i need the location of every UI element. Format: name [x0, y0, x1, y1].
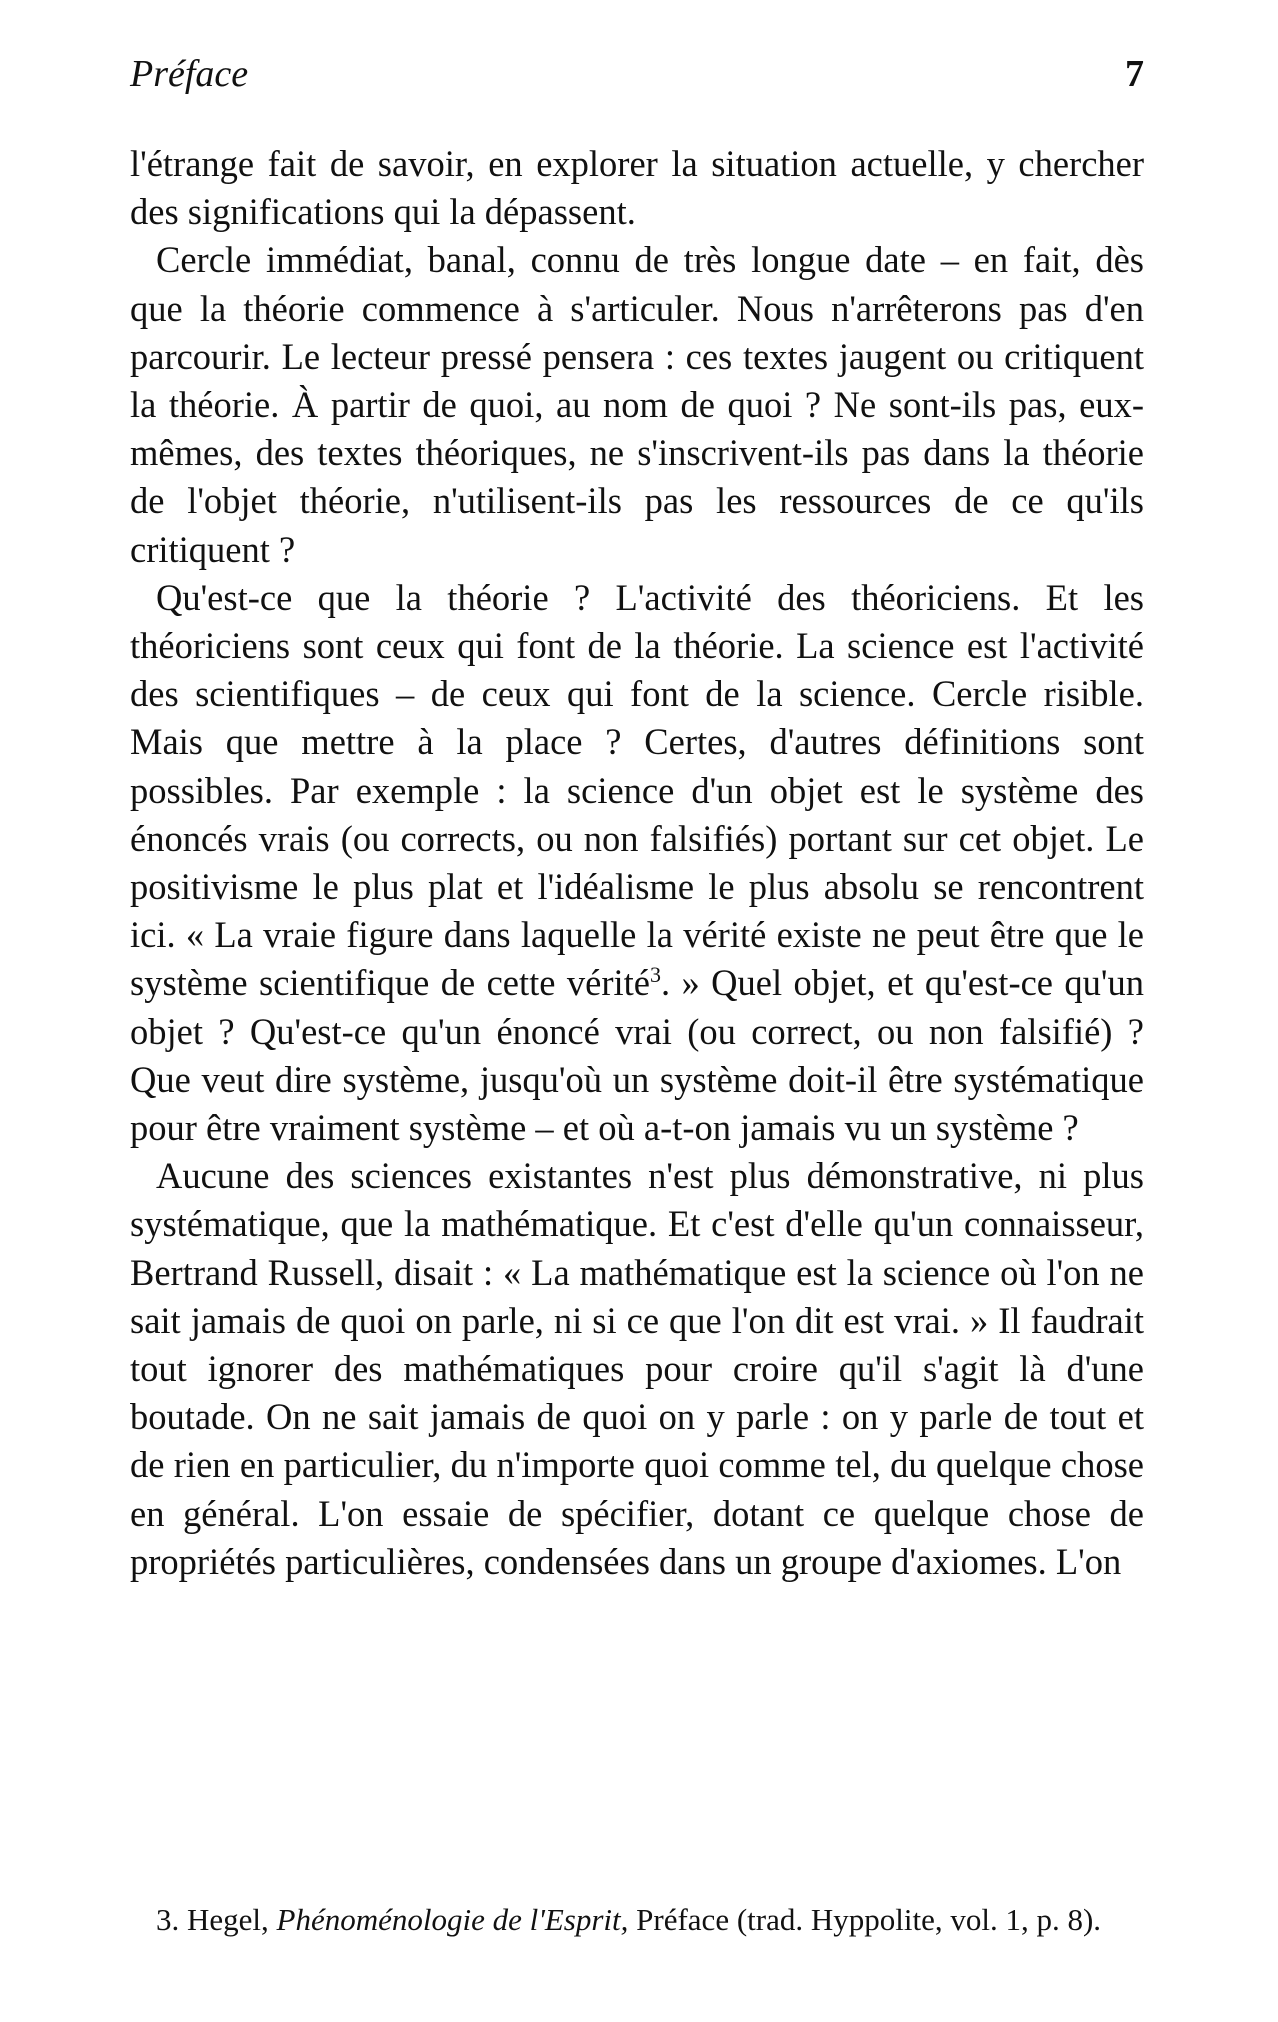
- footnote-author: Hegel,: [187, 1902, 269, 1937]
- footnote-reference: 3: [649, 962, 661, 988]
- page: [130, 52, 1144, 1586]
- page-number: 7: [1125, 53, 1144, 95]
- running-head: [130, 52, 1144, 110]
- paragraph: l'étrange fait de savoir, en explorer la situation actuelle, y chercher des significations qui la dépassent.: [130, 143, 1144, 233]
- paragraph-text: . » Quel objet, et qu'est-ce qu'un objet ? Qu'est-ce qu'un énoncé vrai (ou correct, ou non falsifié) ? Que veut dire système, jusqu'où un système doit-il être systématique pour être vraiment système – et où a-t-on jamais vu un système ?: [130, 962, 1144, 1149]
- footnote-details: Préface (trad. Hyppolite, vol. 1, p. 8).: [636, 1902, 1102, 1937]
- footnote-number: 3.: [156, 1902, 180, 1937]
- footnote-title: Phénoménologie de l'Esprit,: [276, 1902, 629, 1937]
- footnote-text: [130, 1900, 1144, 1940]
- paragraph-text: Qu'est-ce que la théorie ? L'activité des théoriciens. Et les théoriciens sont ceux qui font de la théorie. La science est l'activité des scientifiques – de ceux qui font de la science. Cercle risible. Mais que mettre à la place ? Certes, d'autres définitions sont possibles. Par exemple : la science d'un objet est le système des énoncés vrais (ou corrects, ou non falsifiés) portant sur cet objet. Le positivisme le plus plat et l'idéalisme le plus absolu se rencontrent ici. « La vraie figure dans laquelle la vérité existe ne peut être que le système scientifique de cette vérité: [130, 576, 1144, 1004]
- footnote: [130, 1900, 1144, 1940]
- running-title: Préface: [130, 53, 249, 95]
- body-text: [130, 140, 1144, 1586]
- paragraph: [130, 574, 1144, 1152]
- paragraph: Aucune des sciences existantes n'est plus démonstrative, ni plus systématique, que la mathématique. Et c'est d'elle qu'un connaisseur, Bertrand Russell, disait : « La mathématique est la science où l'on ne sait jamais de quoi on parle, ni si ce que l'on dit est vrai. » Il faudrait tout ignorer des mathématiques pour croire qu'il s'agit là d'une boutade. On ne sait jamais de quoi on y parle : on y parle de tout et de rien en particulier, du n'importe quoi comme tel, du quelque chose en général. L'on essaie de spécifier, dotant ce quelque chose de propriétés particulières, condensées dans un groupe d'axiomes. L'on: [130, 1155, 1144, 1582]
- paragraph: Cercle immédiat, banal, connu de très longue date – en fait, dès que la théorie commence à s'articuler. Nous n'arrêterons pas d'en parcourir. Le lecteur pressé pensera : ces textes jaugent ou critiquent la théorie. À partir de quoi, au nom de quoi ? Ne sont-ils pas, eux-mêmes, des textes théoriques, ne s'inscrivent-ils pas dans la théorie de l'objet théorie, n'utilisent-ils pas les ressources de ce qu'ils critiquent ?: [130, 239, 1144, 570]
